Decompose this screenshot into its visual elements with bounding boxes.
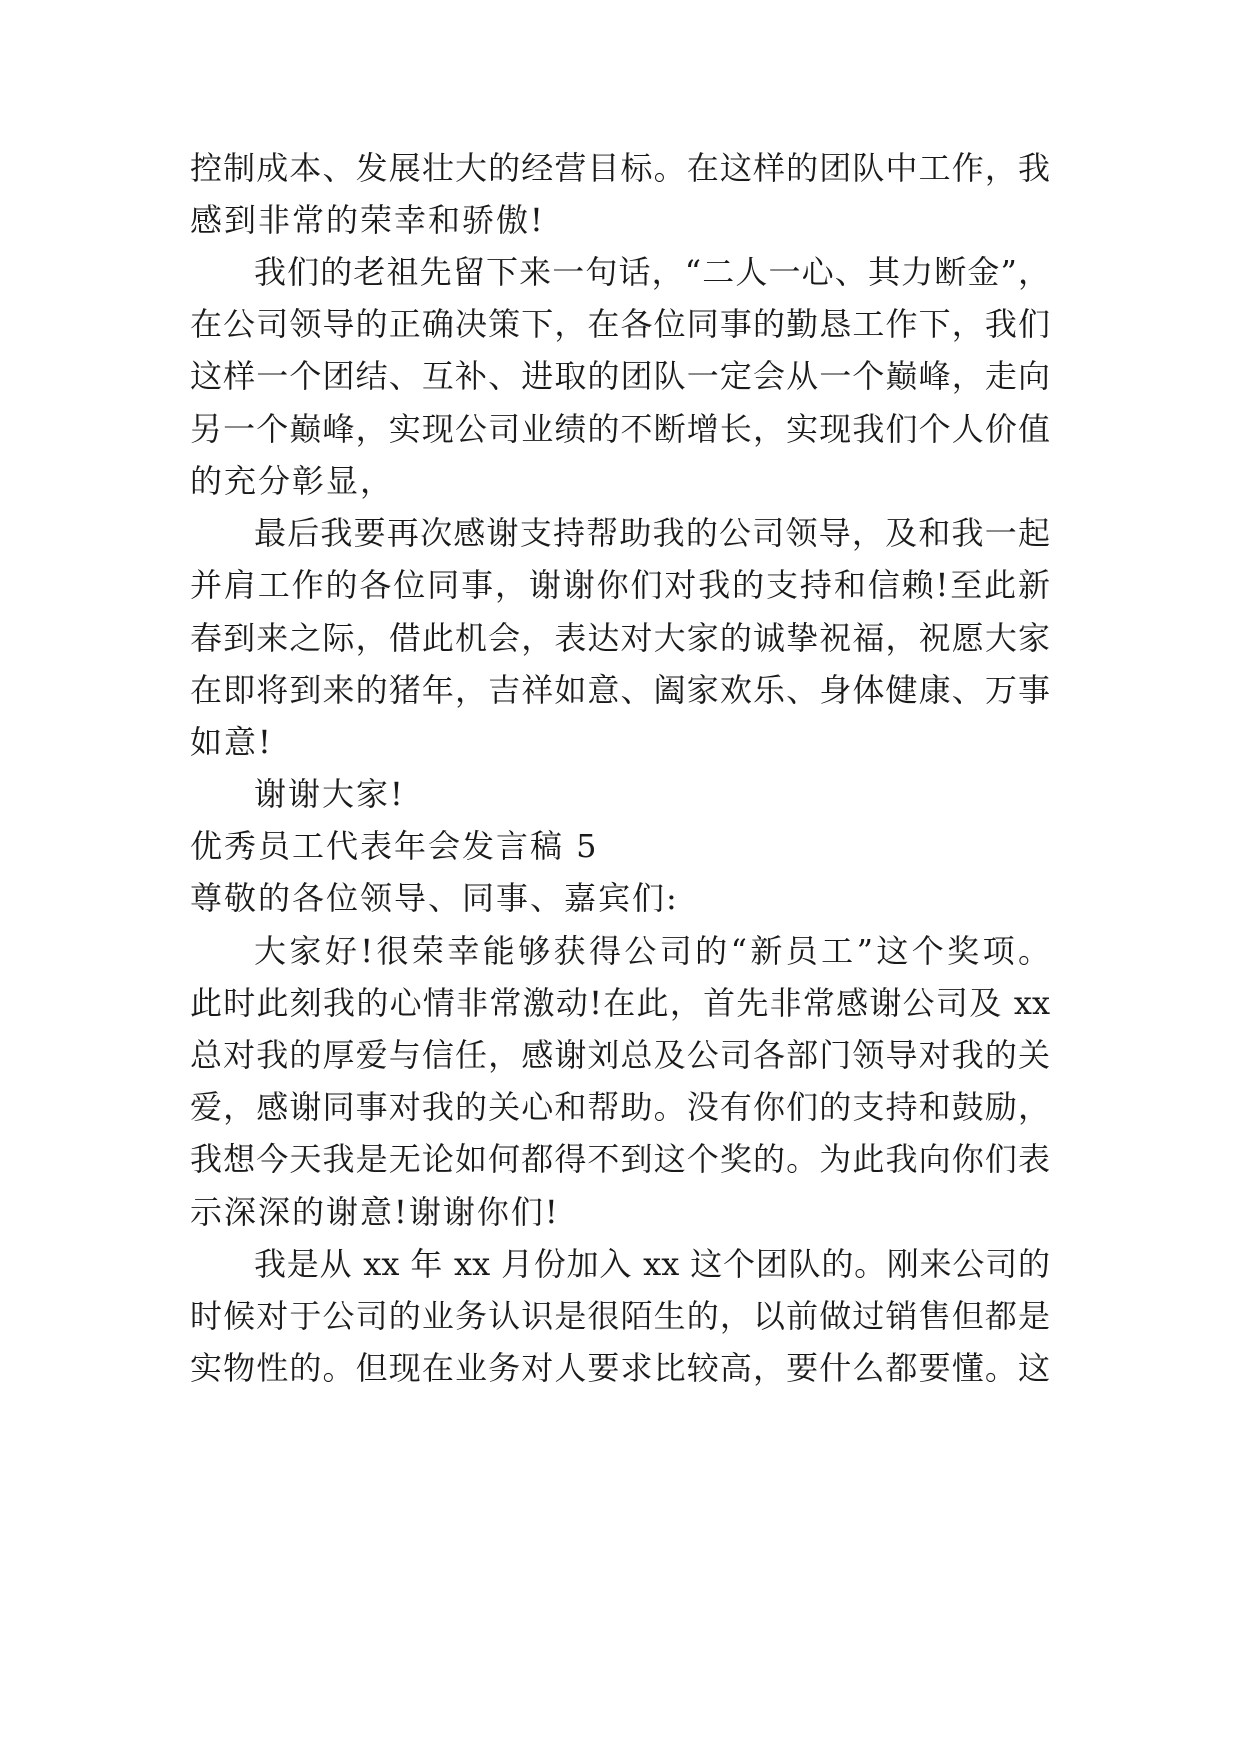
body-text-line: 我想今天我是无论如何都得不到这个奖的。为此我向你们表 xyxy=(190,1140,1050,1178)
body-text-line: 时候对于公司的业务认识是很陌生的，以前做过销售但都是 xyxy=(190,1297,1050,1335)
paragraph-first-line: 谢谢大家! xyxy=(254,775,405,813)
body-text-line: 的充分彰显， xyxy=(190,462,395,500)
body-text-line: 并肩工作的各位同事，谢谢你们对我的支持和信赖!至此新 xyxy=(190,566,1050,604)
body-text-line: 春到来之际，借此机会，表达对大家的诚挚祝福，祝愿大家 xyxy=(190,619,1050,657)
body-text-line: 这样一个团结、互补、进取的团队一定会从一个巅峰，走向 xyxy=(190,357,1050,395)
body-text-line: 感到非常的荣幸和骄傲! xyxy=(190,201,545,239)
body-text-line: 此时此刻我的心情非常激动!在此，首先非常感谢公司及 xx xyxy=(190,984,1050,1022)
body-text-line: 总对我的厚爱与信任，感谢刘总及公司各部门领导对我的关 xyxy=(190,1036,1050,1074)
body-text-line: 控制成本、发展壮大的经营目标。在这样的团队中工作，我 xyxy=(190,149,1050,187)
body-text-line: 示深深的谢意!谢谢你们! xyxy=(190,1193,560,1231)
body-text-line: 另一个巅峰，实现公司业绩的不断增长，实现我们个人价值 xyxy=(190,410,1050,448)
body-text-line: 如意! xyxy=(190,723,273,761)
body-text-line: 在公司领导的正确决策下，在各位同事的勤恳工作下，我们 xyxy=(190,305,1050,343)
body-text-line: 实物性的。但现在业务对人要求比较高，要什么都要懂。这 xyxy=(190,1349,1050,1387)
paragraph-first-line: 我是从 xx 年 xx 月份加入 xx 这个团队的。刚来公司的 xyxy=(254,1245,1050,1283)
salutation: 尊敬的各位领导、同事、嘉宾们: xyxy=(190,879,679,917)
paragraph-first-line: 大家好!很荣幸能够获得公司的“新员工”这个奖项。 xyxy=(254,932,1050,970)
paragraph-first-line: 我们的老祖先留下来一句话，“二人一心、其力断金”， xyxy=(254,253,1050,291)
section-heading: 优秀员工代表年会发言稿 5 xyxy=(190,827,599,865)
body-text-line: 爱，感谢同事对我的关心和帮助。没有你们的支持和鼓励， xyxy=(190,1088,1050,1126)
paragraph-first-line: 最后我要再次感谢支持帮助我的公司领导，及和我一起 xyxy=(254,514,1050,552)
body-text-line: 在即将到来的猪年，吉祥如意、阖家欢乐、身体健康、万事 xyxy=(190,671,1050,709)
